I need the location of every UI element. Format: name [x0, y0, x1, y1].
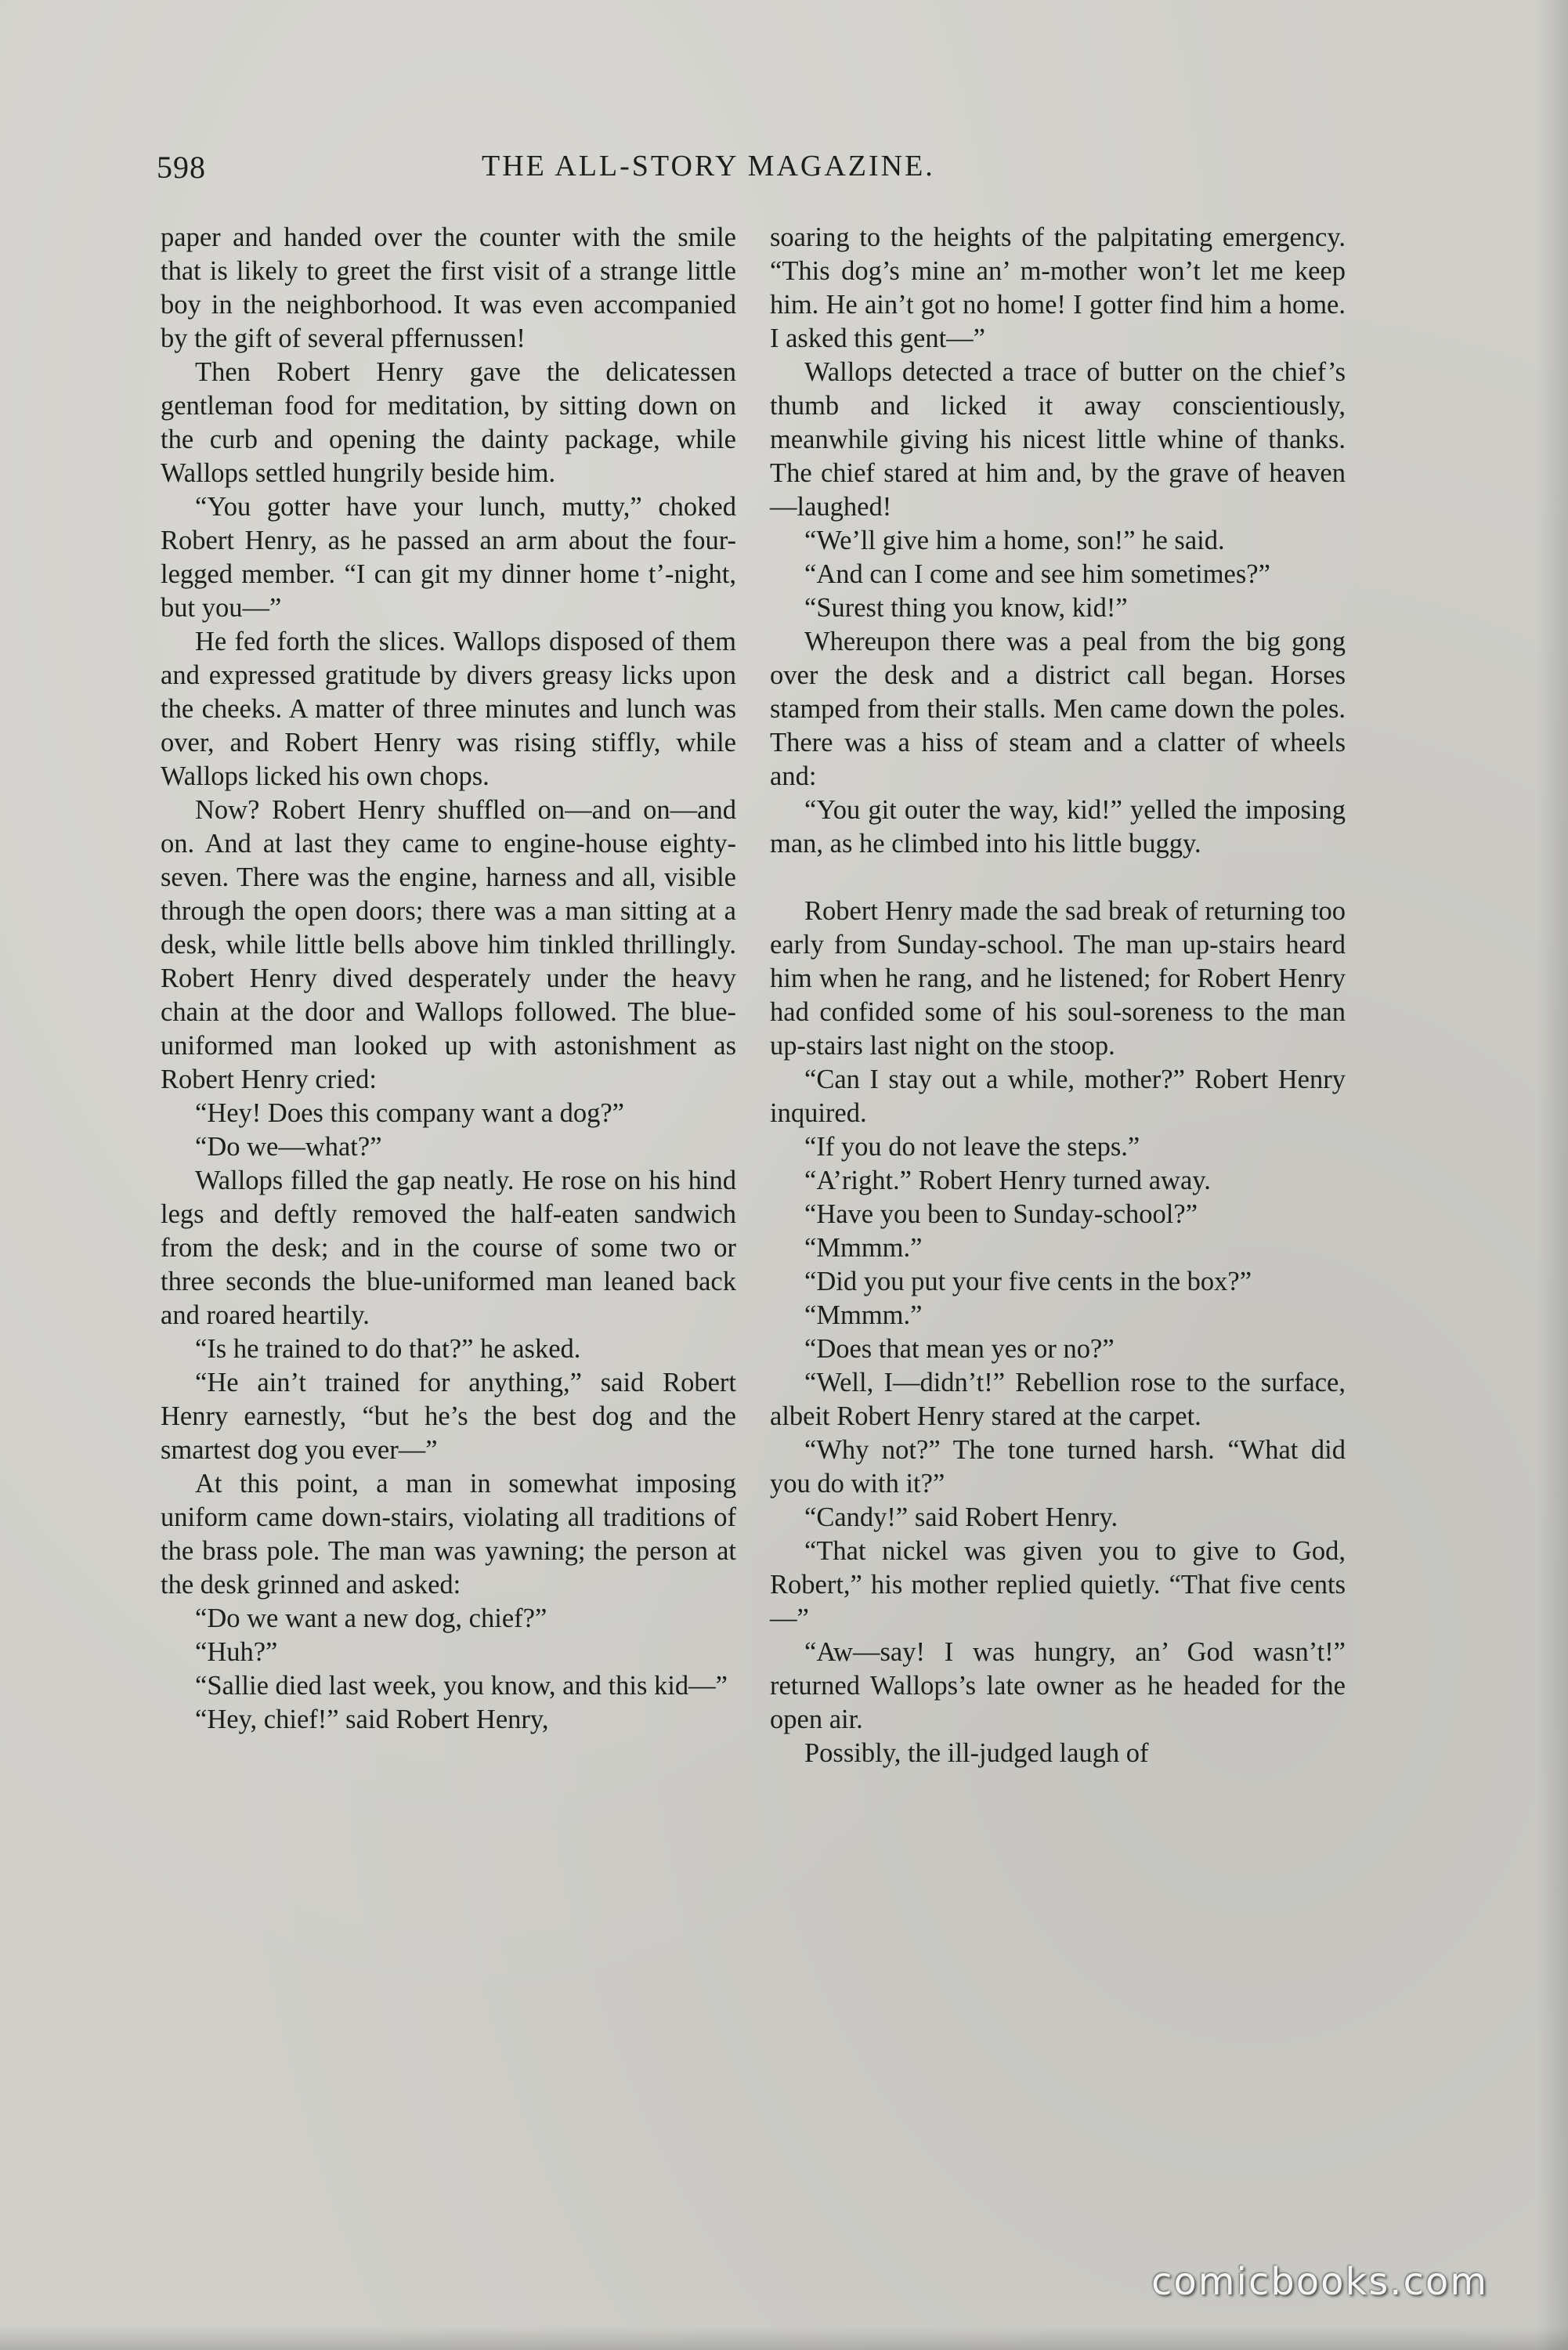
page-bottom-shadow [0, 2326, 1568, 2350]
paragraph: “Huh?” [195, 1637, 278, 1667]
paragraph: paper and handed over the counter with the smile that is likely to greet the first visit of a strange little boy in the neighborhood. It was even accompanied by the gift of several pffernussen! [161, 222, 736, 353]
paragraph: “Did you put your five cents in the box?” [804, 1267, 1252, 1296]
paragraph: Possibly, the ill-judged laugh of [804, 1738, 1149, 1768]
paragraph: “Hey! Does this company want a dog?” [195, 1098, 624, 1128]
paragraph: Wallops detected a trace of butter on the chief’s thumb and licked it away conscientiously, meanwhile giving his nicest little whine of thanks. The chief stared at him and, by the grave of heaven—laughed! [770, 357, 1346, 522]
paragraph: Robert Henry made the sad break of returning too early from Sunday-school. The man up-stairs heard him when he rang, and he listened; for Robert Henry had confided some of his soul-soreness to the man up-stairs last night on the stoop. [770, 896, 1346, 1061]
paragraph: “Do we want a new dog, chief?” [195, 1603, 547, 1633]
paragraph: “A’right.” Robert Henry turned away. [804, 1166, 1211, 1195]
paragraph: At this point, a man in somewhat imposing uniform came down-stairs, violating all traditions of the brass pole. The man was yawning; the person at the desk grinned and asked: [161, 1469, 736, 1600]
paragraph: Then Robert Henry gave the delicatessen gentleman food for meditation, by sitting down on the curb and opening the dainty package, while Wallops settled hungrily beside him. [161, 357, 736, 488]
watermark: comicbooks.com [1151, 2260, 1489, 2304]
paragraph: Whereupon there was a peal from the big gong over the desk and a district call began. Horses stamped from their stalls. Men came down the poles. There was a hiss of steam and a clatter of wheels and: [770, 627, 1346, 791]
paragraph: “Do we—what?” [195, 1132, 382, 1162]
paragraph: “We’ll give him a home, son!” he said. [804, 526, 1225, 555]
paragraph: He fed forth the slices. Wallops disposed of them and expressed gratitude by divers greasy licks upon the cheeks. A matter of three minutes and lunch was over, and Robert Henry was rising stiffly, while Wallops licked his own chops. [161, 627, 736, 791]
paragraph: “Aw—say! I was hungry, an’ God wasn’t!” returned Wallops’s late owner as he headed for the open air. [770, 1637, 1346, 1734]
paragraph: Wallops filled the gap neatly. He rose on his hind legs and deftly removed the half-eaten sandwich from the desk; and in the course of some two or three seconds the blue-uniformed man leaned back and roared heartily. [161, 1166, 736, 1330]
paragraph: “Why not?” The tone turned harsh. “What did you do with it?” [770, 1435, 1346, 1499]
left-column [161, 221, 736, 1737]
paragraph: “Does that mean yes or no?” [804, 1334, 1115, 1364]
paragraph: Now? Robert Henry shuffled on—and on—and on. And at last they came to engine-house eighty-seven. There was the engine, harness and all, visible through the open doors; there was a man sitting at a desk, while little bells above him tinkled thrillingly. Robert Henry dived desperately under the heavy chain at the door and Wallops followed. The blue-uniformed man looked up with astonishment as Robert Henry cried: [161, 795, 736, 1094]
paragraph: “Mmmm.” [804, 1233, 923, 1263]
paragraph: “Sallie died last week, you know, and this kid—” [195, 1671, 728, 1701]
paragraph: “You gotter have your lunch, mutty,” choked Robert Henry, as he passed an arm about the four-legged member. “I can git my dinner home t’-night, but you—” [161, 492, 736, 623]
paragraph: soaring to the heights of the palpitating emergency. “This dog’s mine an’ m-mother won’t let me keep him. He ain’t got no home! I gotter find him a home. I asked this gent—” [770, 222, 1346, 353]
page-number: 598 [157, 150, 206, 185]
paragraph: “Surest thing you know, kid!” [804, 593, 1128, 623]
paragraph: “Is he trained to do that?” he asked. [195, 1334, 581, 1364]
paragraph: “Have you been to Sunday-school?” [804, 1199, 1198, 1229]
paragraph: “You git outer the way, kid!” yelled the imposing man, as he climbed into his little buggy. [770, 795, 1346, 859]
paragraph: “He ain’t trained for anything,” said Robert Henry earnestly, “but he’s the best dog and the smartest dog you ever—” [161, 1368, 736, 1465]
paragraph: “Mmmm.” [804, 1300, 923, 1330]
right-column [770, 221, 1346, 1770]
page-header [157, 149, 1339, 196]
paragraph: “Well, I—didn’t!” Rebellion rose to the surface, albeit Robert Henry stared at the carpet. [770, 1368, 1346, 1431]
paragraph: “Candy!” said Robert Henry. [804, 1502, 1118, 1532]
running-head: THE ALL-STORY MAGAZINE. [482, 150, 935, 183]
paragraph: “Can I stay out a while, mother?” Robert Henry inquired. [770, 1065, 1346, 1128]
paragraph: “If you do not leave the steps.” [804, 1132, 1140, 1162]
page-edge-shadow [1537, 0, 1568, 2350]
paragraph: “And can I come and see him sometimes?” [804, 559, 1270, 589]
paragraph: “That nickel was given you to give to God, Robert,” his mother replied quietly. “That five cents—” [770, 1536, 1346, 1633]
paragraph: “Hey, chief!” said Robert Henry, [195, 1705, 549, 1734]
